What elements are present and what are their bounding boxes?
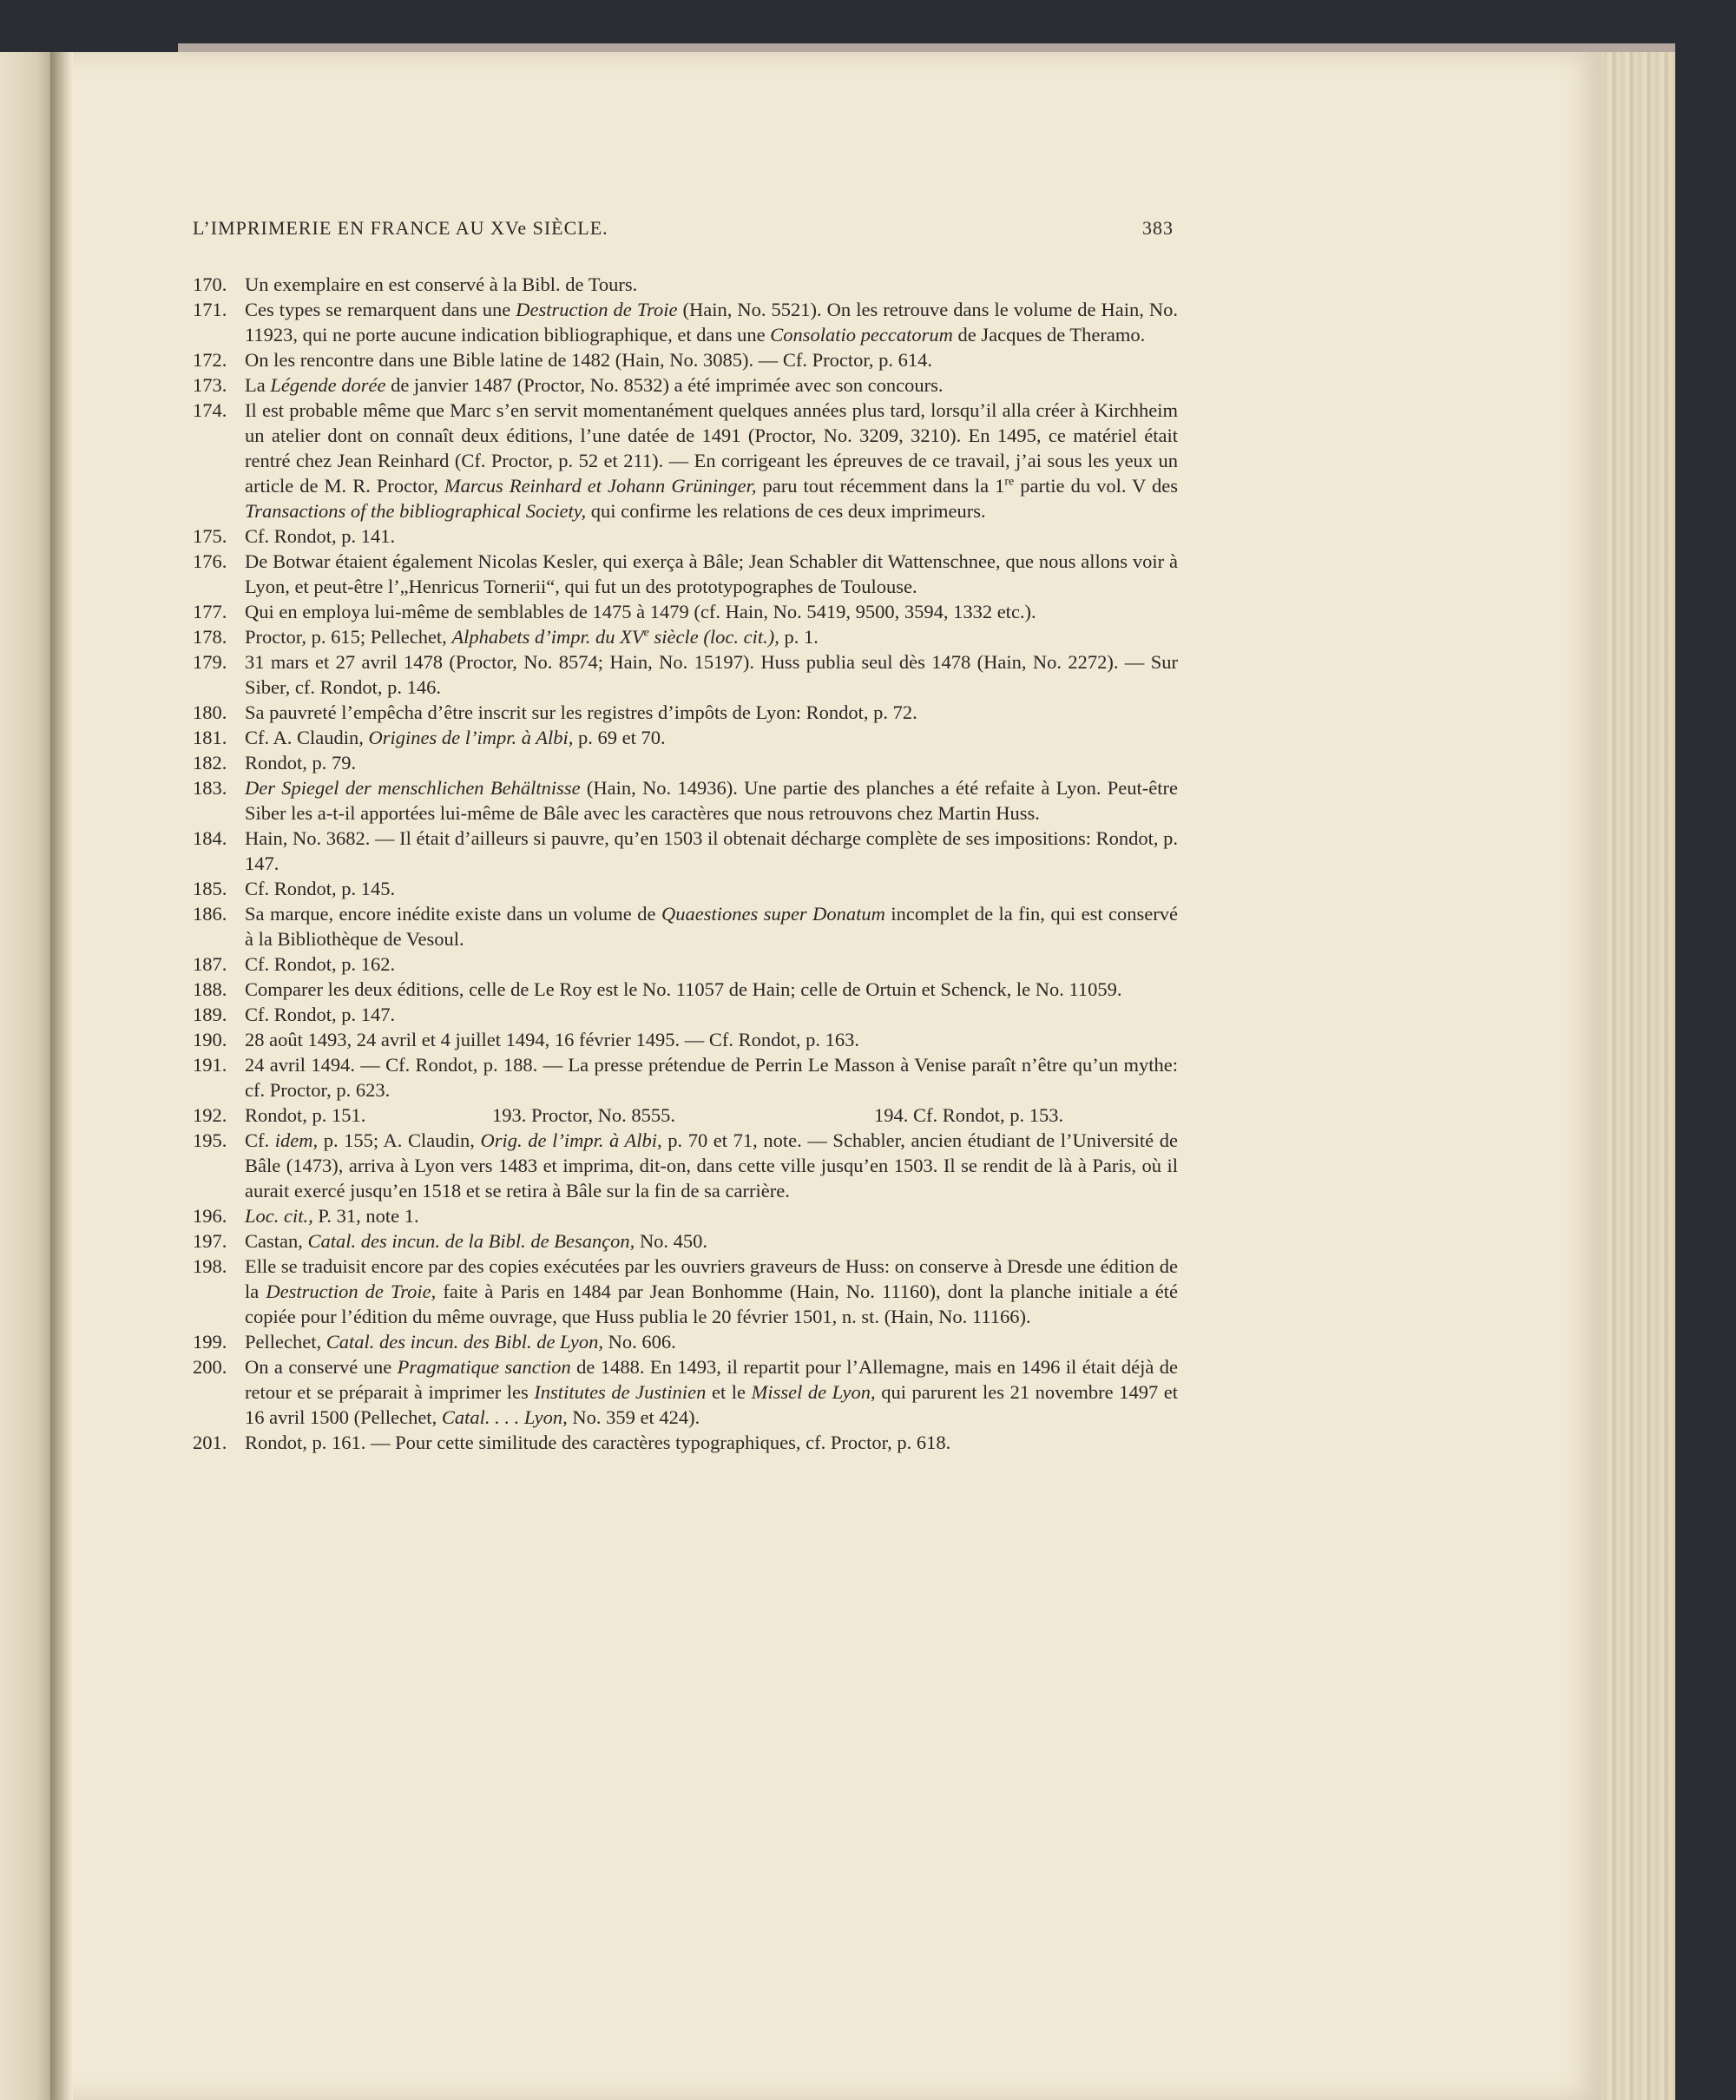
footnote-number: 172.	[193, 349, 227, 371]
footnote	[193, 398, 1178, 523]
footnote-text: Sa pauvreté l’empêcha d’être inscrit sur les registres d’impôts de Lyon: Rondot, p. 72.	[245, 701, 917, 723]
footnote-number: 180.	[193, 701, 227, 723]
footnote-number: 184.	[193, 827, 227, 849]
footnote	[193, 750, 1178, 775]
footnote-text: On les rencontre dans une Bible latine de 1482 (Hain, No. 3085). — Cf. Proctor, p. 614.	[245, 349, 933, 371]
footnote	[193, 826, 1178, 876]
header-title: L’IMPRIMERIE EN FRANCE AU XVe SIÈCLE.	[193, 217, 608, 239]
footnote-number: 174.	[193, 399, 227, 421]
footnote-text: Elle se traduisit encore par des copies exécutées par les ouvriers graveurs de Huss: on conserve à Dresde une édition de la Destruction de Troie, faite à Paris en 1484 par Jean Bonhomme (Hain, No. 11160), dont la planche initiale a été copiée pour l’édition du même ouvrage, que Huss publia le 20 février 1501, n. st. (Hain, No. 11166).	[245, 1255, 1179, 1327]
page-number: 383	[1142, 217, 1174, 239]
footnote-text: 28 août 1493, 24 avril et 4 juillet 1494, 16 février 1495. — Cf. Rondot, p. 163.	[245, 1029, 860, 1050]
footnote	[193, 347, 1178, 372]
footnote-text: Comparer les deux éditions, celle de Le Roy est le No. 11057 de Hain; celle de Ortuin et Schenck, le No. 11059.	[245, 978, 1122, 1000]
footnote-number: 188.	[193, 978, 227, 1000]
footnote-number: 195.	[193, 1129, 227, 1151]
footnote-text: Pellechet, Catal. des incun. des Bibl. de Lyon, No. 606.	[245, 1331, 676, 1353]
footnote	[193, 1103, 1178, 1128]
footnote-text: Castan, Catal. des incun. de la Bibl. de Besançon, No. 450.	[245, 1230, 708, 1252]
footnote-text: On a conservé une Pragmatique sanction de 1488. En 1493, il repartit pour l’Allemagne, mais en 1496 il était déjà de retour et se préparait à imprimer les Institutes de Justinien et le Missel de Lyon, qui parurent les 21 novembre 1497 et 16 avril 1500 (Pellechet, Catal. . . . Lyon, No. 359 et 424).	[245, 1356, 1178, 1428]
footnote-number: 181.	[193, 727, 227, 748]
footnote-text: Qui en employa lui-même de semblables de 1475 à 1479 (cf. Hain, No. 5419, 9500, 3594, 1332 etc.).	[245, 601, 1036, 622]
footnote	[193, 599, 1178, 624]
footnote-number: 173.	[193, 374, 227, 396]
footnote-number: 186.	[193, 903, 227, 925]
footnote-text: Sa marque, encore inédite existe dans un volume de Quaestiones super Donatum incomplet de la fin, qui est conservé à la Bibliothèque de Vesoul.	[245, 903, 1179, 950]
footnote	[193, 775, 1178, 826]
footnote-number: 185.	[193, 878, 227, 899]
footnote-text: Il est probable même que Marc s’en servit momentanément quelques années plus tard, lorsqu’il alla créer à Kirchheim un atelier dont on connaît deux éditions, l’une datée de 1491 (Proctor, No. 3209, 3210). En 1495, ce matériel était rentré chez Jean Reinhard (Cf. Proctor, p. 52 et 211). — En corrigeant les épreuves de ce travail, j’ai sous les yeux un article de M. R. Proctor, Marcus Reinhard et Johann Grüninger, paru tout récemment dans la 1re partie du vol. V des Transactions of the bibliographical Society, qui confirme les relations de ces deux imprimeurs.	[245, 399, 1178, 522]
footnote-number: 196.	[193, 1205, 227, 1227]
book-gutter	[50, 52, 73, 2100]
footnote-text: Cf. Rondot, p. 147.	[245, 1004, 396, 1025]
footnote-text: Proctor, p. 615; Pellechet, Alphabets d’impr. du XVe siècle (loc. cit.), p. 1.	[245, 626, 819, 648]
footnote-text: Loc. cit., P. 31, note 1.	[245, 1205, 419, 1227]
footnote	[193, 297, 1178, 347]
footnote	[193, 649, 1178, 700]
footnote-number: 201.	[193, 1432, 227, 1453]
footnote-text: La Légende dorée de janvier 1487 (Proctor, No. 8532) a été imprimée avec son concours.	[245, 374, 944, 396]
footnote-text: Rondot, p. 151.	[245, 1104, 366, 1126]
footnote-text: Rondot, p. 161. — Pour cette similitude des caractères typographiques, cf. Proctor, p. 618.	[245, 1432, 951, 1453]
footnote-number: 177.	[193, 601, 227, 622]
footnote	[193, 951, 1178, 977]
footnote	[193, 1052, 1178, 1103]
footnote-number: 191.	[193, 1054, 227, 1076]
left-page-edge	[0, 52, 52, 2100]
footnote-number: 198.	[193, 1255, 227, 1277]
footnote	[193, 700, 1178, 725]
footnote-text: Cf. idem, p. 155; A. Claudin, Orig. de l’impr. à Albi, p. 70 et 71, note. — Schabler, ancien étudiant de l’Université de Bâle (1473), arriva à Lyon vers 1483 et imprima, dit-on, dans cette ville jusqu’en 1503. Il se rendit de là à Paris, où il aurait exercé jusqu’en 1518 et se retira à Bâle sur la fin de sa carrière.	[245, 1129, 1179, 1201]
footnote-text: Cf. Rondot, p. 145.	[245, 878, 396, 899]
footnote	[193, 1027, 1178, 1052]
footnote-number: 178.	[193, 626, 227, 648]
footnote-text: Cf. Rondot, p. 141.	[245, 525, 396, 547]
footnote-text: Rondot, p. 79.	[245, 752, 357, 774]
footnote-text: Ces types se remarquent dans une Destruction de Troie (Hain, No. 5521). On les retrouve dans le volume de Hain, No. 11923, qui ne porte aucune indication bibliographique, et dans une Consolatio peccatorum de Jacques de Theramo.	[245, 299, 1178, 346]
footnote	[193, 1203, 1178, 1228]
footnote	[193, 1354, 1178, 1430]
footnote	[193, 1254, 1178, 1329]
footnote-number: 189.	[193, 1004, 227, 1025]
footnote-text: Hain, No. 3682. — Il était d’ailleurs si pauvre, qu’en 1503 il obtenait décharge complète de ses impositions: Rondot, p. 147.	[245, 827, 1178, 874]
footnote-text: Cf. A. Claudin, Origines de l’impr. à Albi, p. 69 et 70.	[245, 727, 666, 748]
footnote	[193, 1329, 1178, 1354]
footnote	[193, 901, 1178, 951]
footnote	[193, 1128, 1178, 1203]
footnote-number: 179.	[193, 651, 227, 673]
footnote-number: 170.	[193, 273, 227, 295]
footnote-number: 176.	[193, 550, 227, 572]
footnote	[193, 1430, 1178, 1455]
footnote-text: 24 avril 1494. — Cf. Rondot, p. 188. — La presse prétendue de Perrin Le Masson à Venise paraît n’être qu’un mythe: cf. Proctor, p. 623.	[245, 1054, 1178, 1101]
footnote-text: Cf. Rondot, p. 162.	[245, 953, 396, 975]
footnote	[193, 549, 1178, 599]
footnote	[193, 272, 1178, 297]
footnote	[193, 1002, 1178, 1027]
footnote	[193, 725, 1178, 750]
footnote-text: Un exemplaire en est conservé à la Bibl. de Tours.	[245, 273, 638, 295]
footnote	[193, 624, 1178, 649]
footnote-number: 197.	[193, 1230, 227, 1252]
footnote	[193, 372, 1178, 398]
footnote-number: 183.	[193, 777, 227, 799]
footnote-number: 182.	[193, 752, 227, 774]
footnote	[193, 1228, 1178, 1254]
footnote-text: De Botwar étaient également Nicolas Kesler, qui exerça à Bâle; Jean Schabler dit Wattenschnee, que nous allons voir à Lyon, et peut-être l’„Henricus Tornerii“, qui fut un des prototypographes de Toulouse.	[245, 550, 1178, 597]
footnote	[193, 523, 1178, 549]
footnote-number: 187.	[193, 953, 227, 975]
footnote-number: 171.	[193, 299, 227, 320]
footnote-number: 175.	[193, 525, 227, 547]
footnote-number: 192.	[193, 1104, 227, 1126]
footnote-number: 199.	[193, 1331, 227, 1353]
footnote-inline: 193. Proctor, No. 8555.	[492, 1104, 675, 1126]
footnote-number: 200.	[193, 1356, 227, 1378]
footnote-number: 190.	[193, 1029, 227, 1050]
footnote-text: Der Spiegel der menschlichen Behältnisse (Hain, No. 14936). Une partie des planches a été refaite à Lyon. Peut-être Siber les a-t-il apportées lui-même de Bâle avec les caractères que nous retrouvons chez Martin Huss.	[245, 777, 1178, 824]
footnotes-list	[193, 272, 1178, 1455]
footnote-text: 31 mars et 27 avril 1478 (Proctor, No. 8574; Hain, No. 15197). Huss publia seul dès 1478 (Hain, No. 2272). — Sur Siber, cf. Rondot, p. 146.	[245, 651, 1178, 698]
footnote-inline: 194. Cf. Rondot, p. 153.	[874, 1104, 1064, 1126]
footnote	[193, 876, 1178, 901]
footnote	[193, 977, 1178, 1002]
